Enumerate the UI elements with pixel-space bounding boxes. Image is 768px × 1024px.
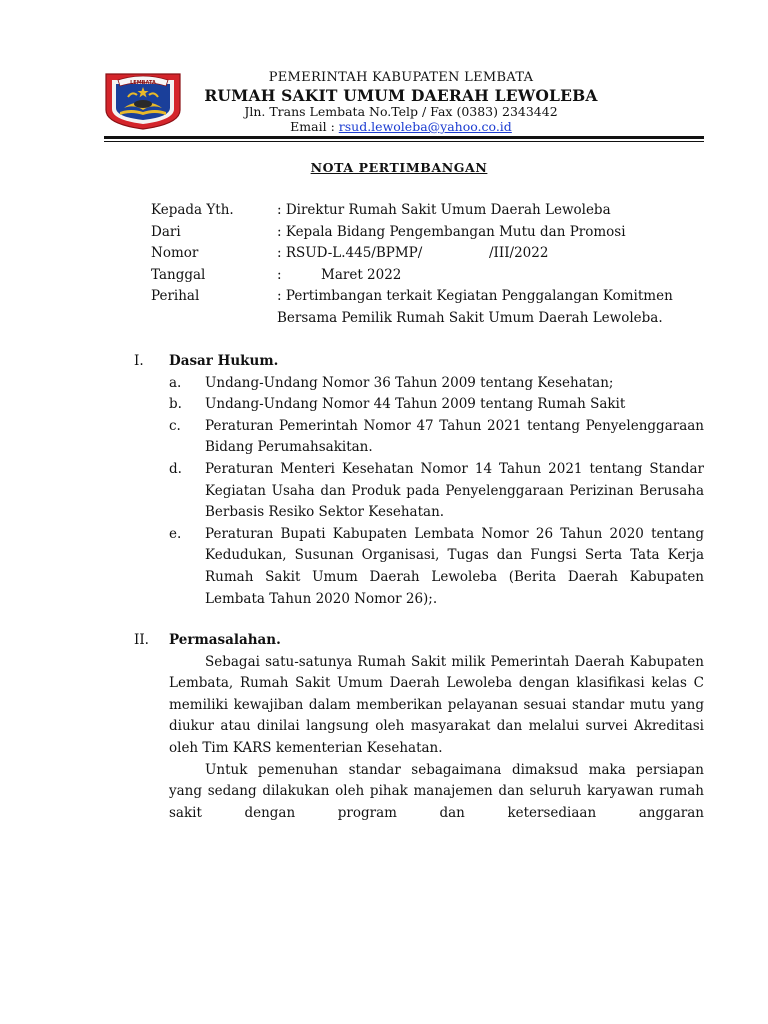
meta-value: : Direktur Rumah Sakit Umum Daerah Lewoleba: [277, 202, 611, 218]
hospital-logo-icon: [104, 70, 182, 130]
list-letter: b.: [169, 396, 182, 413]
meta-value: : Pertimbangan terkait Kegiatan Penggalangan Komitmen: [277, 288, 673, 304]
email-label: Email :: [290, 119, 339, 134]
section-heading: [134, 630, 704, 652]
list-item: [134, 373, 704, 395]
meta-value: : Kepala Bidang Pengembangan Mutu dan Promosi: [277, 223, 626, 240]
list-text: Undang-Undang Nomor 36 Tahun 2009 tentang Kesehatan;: [205, 374, 614, 391]
list-letter: e.: [169, 525, 182, 542]
list-text: Peraturan Pemerintah Nomor 47 Tahun 2021 tentang Penyelenggaraan Bidang Perumahsakitan.: [205, 417, 704, 456]
meta-row-perihal: [151, 286, 711, 308]
meta-value-suffix: /III/2022: [489, 245, 549, 261]
meta-row-perihal-cont: [151, 308, 711, 330]
meta-label: Perihal: [151, 288, 200, 304]
hospital-name: RUMAH SAKIT UMUM DAERAH LEWOLEBA: [204, 86, 598, 105]
meta-row-dari: [151, 222, 711, 244]
list-item: [134, 416, 704, 459]
section-heading: [134, 351, 704, 373]
meta-label: Tanggal: [151, 266, 206, 283]
list-letter: d.: [169, 460, 182, 477]
list-item: [134, 394, 704, 416]
list-letter: a.: [169, 374, 182, 391]
section-dasar-hukum: [134, 351, 704, 610]
meta-row-kepada: [151, 200, 711, 222]
letterhead-rule-thin: [104, 141, 704, 142]
meta-label: Kepada Yth.: [151, 202, 234, 218]
paragraph: Untuk pemenuhan standar sebagaimana dimaksud maka persiapan yang sedang dilakukan oleh pihak manajemen dan seluruh karyawan rumah sakit dengan program dan ketersediaan anggaran: [169, 761, 704, 821]
meta-value: Maret 2022: [321, 266, 402, 283]
meta-label: Nomor: [151, 245, 199, 261]
hospital-email-line: [196, 119, 606, 134]
list-letter: c.: [169, 417, 181, 434]
meta-colon: :: [277, 266, 282, 283]
meta-value-continued: Bersama Pemilik Rumah Sakit Umum Daerah Lewoleba.: [277, 309, 663, 326]
meta-value: : RSUD-L.445/BPMP/: [277, 245, 423, 261]
section-number: II.: [134, 632, 149, 648]
government-name: PEMERINTAH KABUPATEN LEMBATA: [268, 70, 534, 85]
section-title: Dasar Hukum.: [169, 353, 279, 369]
memo-header: [151, 200, 711, 329]
list-item: [134, 459, 704, 524]
meta-label: Dari: [151, 223, 181, 240]
letterhead-rule-thick: [104, 136, 704, 139]
list-text: Undang-Undang Nomor 44 Tahun 2009 tentang Rumah Sakit: [205, 396, 626, 413]
list-text: Peraturan Menteri Kesehatan Nomor 14 Tahun 2021 tentang Standar Kegiatan Usaha dan Produk pada Penyelenggaraan Perizinan Berusaha Berbasis Resiko Sektor Kesehatan.: [205, 460, 704, 521]
hospital-address: Jln. Trans Lembata No.Telp / Fax (0383) 2343442: [244, 104, 558, 119]
meta-row-nomor: [151, 243, 711, 265]
section-title: Permasalahan.: [169, 632, 281, 648]
meta-row-tanggal: [151, 265, 711, 287]
list-item: [134, 524, 704, 610]
email-link[interactable]: rsud.lewoleba@yahoo.co.id: [338, 119, 512, 134]
section-number: I.: [134, 353, 144, 369]
list-text: Peraturan Bupati Kabupaten Lembata Nomor 26 Tahun 2020 tentang Kedudukan, Susunan Organisasi, Tugas dan Fungsi Serta Tata Kerja Rumah Sakit Umum Daerah Lewoleba (Berita Daerah Kabupaten Lembata Tahun 2020 Nomor 26);.: [205, 525, 704, 607]
logo-text: LEMBATA: [130, 80, 156, 86]
document-title: NOTA PERTIMBANGAN: [310, 160, 488, 175]
paragraph: Sebagai satu-satunya Rumah Sakit milik Pemerintah Daerah Kabupaten Lembata, Rumah Sakit Umum Daerah Lewoleba dengan klasifikasi kelas C memiliki kewajiban dalam memberikan pelayanan sesuai standar mutu yang diukur atau dinilai langsung oleh masyarakat dan melalui survei Akreditasi oleh Tim KARS kementerian Kesehatan.: [169, 653, 704, 756]
section-permasalahan: [134, 630, 704, 824]
